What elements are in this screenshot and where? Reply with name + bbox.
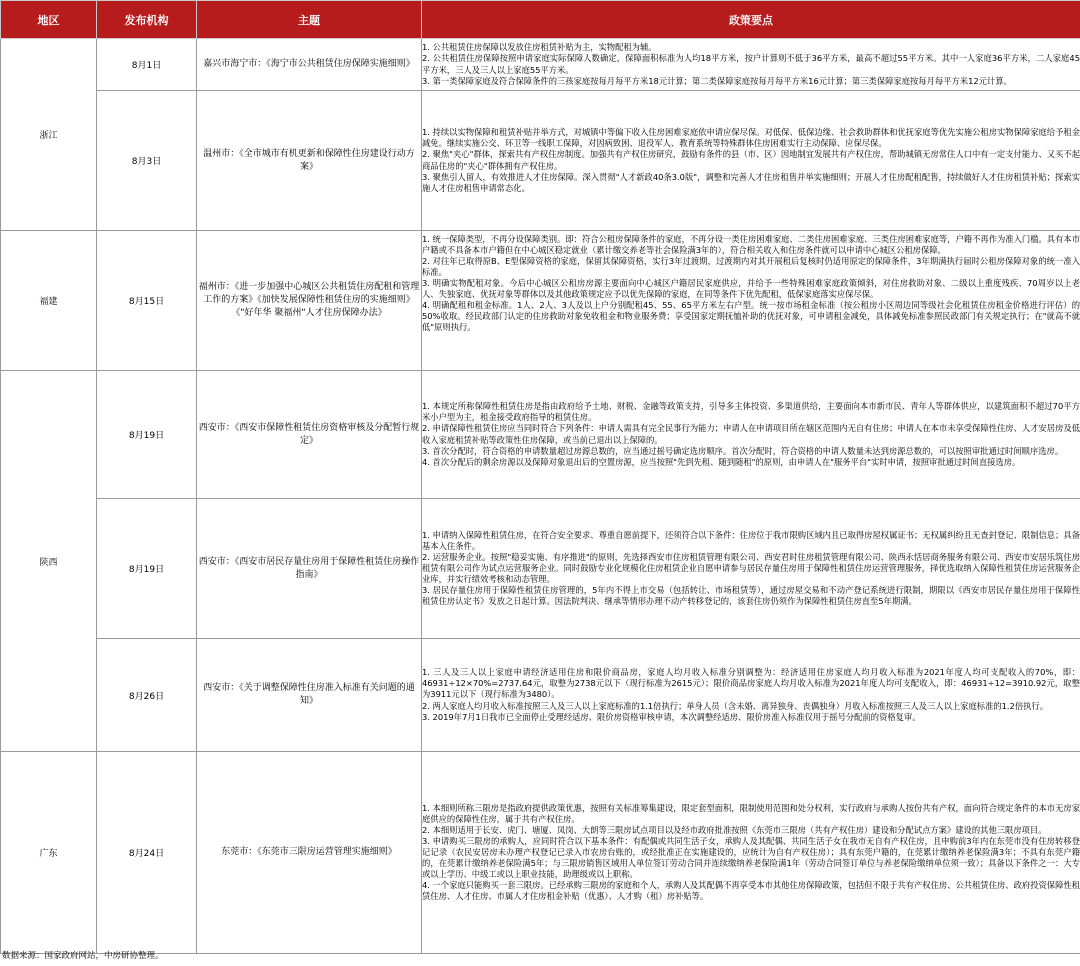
policy-point: 3. 聚焦引人留人，有效推进人才住房保障。深入贯彻"人才新政40条3.0版"，调整和完善人才住房租售并举实施细则；开展人才住房配租配售，持续做好人才住房租赁补贴；探索实施人才住房租售申请常态化。 <box>422 171 1080 193</box>
policy-points-cell <box>422 39 1080 91</box>
policy-point: 3. 居民存量住房用于保障性租赁住房管理的，5年内不得上市交易（包括转让、市场租赁等），通过房屋交易和不动产登记系统进行限制，期限以《西安市居民存量住房用于保障性租赁住房认定书》发放之日起计算。因法院判决、继承等情形办理不动产转移登记的，该套住房仍须作为保障性租赁住房直至5年期满。 <box>422 585 1080 607</box>
policy-point: 4. 明确配租和租金标准。1人、2人、3人及以上户分别配租45、55、65平方米左右户型。统一按市场租金标准（按公租房小区周边同等级社会化租赁住房租金价格进行评估）的50%收取。经民政部门认定的住房救助对象免收租金和物业服务费；享受国家定期抚恤补助的优抚对象，可申请租金减免，具体减免标准参照民政部门有关规定执行；在"就高不就低"原则执行。 <box>422 300 1080 333</box>
policy-point: 2. 两人家庭人均月收入标准按照三人及三人以上家庭标准的1.1倍执行；单身人员（含未婚、离异独身、丧偶独身）月收入标准按照三人及三人以上家庭标准的1.2倍执行。 <box>422 700 1049 711</box>
policy-point: 3. 申请购买三限房的承购人，应同时符合以下基本条件：有配偶或共同生活子女，承购人及其配偶、共同生活子女在我市无自有产权住房，且申购前3年内在东莞市没有住房转移登记记录（农民安居房未办理产权登记已录入市农房台账的，或经批准正在实施建设的，应统计为自有产权住房）；具有东莞户籍的，在莞累计缴纳养老保险满3年；不具有东莞户籍的，在莞累计缴纳养老保险满5年；与三限房销售区域用人单位签订劳动合同并连续缴纳养老保险满1年（劳动合同签订单位与养老保险缴纳单位须一致）；具备以下条件之一：大专或以上学历、中级工或以上职业技能，助理级或以上职称。 <box>422 835 1080 880</box>
policy-points-cell <box>422 499 1080 639</box>
policy-points-cell <box>422 231 1080 371</box>
data-source-note: 数据来源：国家政府网站，中房研协整理。 <box>2 951 164 961</box>
topic-cell: 嘉兴市海宁市：《海宁市公共租赁住房保障实施细则》 <box>197 39 422 91</box>
policy-point: 2. 本细则适用于长安、虎门、塘厦、凤岗、大朗等三限房试点项目以及经市政府批准按照《东莞市三限房（共有产权住房）建设和分配试点方案》建设的其他三限房项目。 <box>422 824 1047 835</box>
date-cell: 8月15日 <box>97 231 197 371</box>
policy-point: 1. 本规定所称保障性租赁住房是指由政府给予土地、财税、金融等政策支持，引导多主体投资、多渠道供给，主要面向本市新市民、青年人等群体供应，以建筑面积不超过70平方米小户型为主，租金接受政府指导的租赁住房。 <box>422 401 1080 423</box>
date-cell: 8月3日 <box>97 91 197 231</box>
header-publisher: 发布机构 <box>97 1 197 39</box>
policy-point: 1. 本细则所称三限房是指政府提供政策优惠，按照有关标准筹集建设，限定套型面积，限制使用范围和处分权利，实行政府与承购人按份共有产权，面向符合规定条件的本市无房家庭供应的保障性住房，属于共有产权住房。 <box>422 802 1080 824</box>
policy-points-cell <box>422 371 1080 499</box>
policy-point: 2. 对往年已取得原B、E型保障资格的家庭，保留其保障资格，实行3年过渡期，过渡期内对其开展租后复核时仍适用原定的保障条件，3年期满执行届时公租房保障对象的统一准入标准。 <box>422 255 1080 277</box>
policy-point: 3. 明确实物配租对象。今后中心城区公租房房源主要面向中心城区户籍居民家庭供应，并给予一些特殊困难家庭政策倾斜，对住房救助对象、二级以上重度残疾、70周岁以上老人、失独家庭、优抚对象等群体以及其他政策规定应予以优先保障的家庭，在同等条件下优先配租，低保家庭落实应保尽保。 <box>422 277 1080 299</box>
table-row <box>1 499 1080 639</box>
region-cell: 福建 <box>1 231 97 371</box>
policy-point: 2. 聚焦"夹心"群体，探索共有产权住房制度。加强共有产权住房研究，鼓励有条件的县（市、区）因地制宜发展共有产权住房，帮助城镇无房常住人口中有一定支付能力、又买不起商品住房的"夹心"群体拥有产权住房。 <box>422 149 1080 171</box>
policy-point: 4. 首次分配后的剩余房源以及保障对象退出后的空置房源，应当按照"先到先租、随到随租"的原则，由申请人在"服务平台"实时申请，按照审批通过时间直接选房。 <box>422 456 1021 467</box>
policy-point: 3. 首次分配时，符合资格的申请数量超过房源总数的，应当通过摇号确定选房顺序。首次分配时，符合资格的申请人数量未达到房源总数的，可以按照审批通过时间顺序选房。 <box>422 445 1064 456</box>
policy-points-cell <box>422 752 1080 954</box>
table-row <box>1 91 1080 231</box>
topic-cell: 西安市：《关于调整保障性住房准入标准有关问题的通知》 <box>197 639 422 752</box>
policy-point: 4. 一个家庭只能购买一套三限房。已经承购三限房的家庭和个人，承购人及其配偶不再享受本市其他住房保障政策，包括但不限于共有产权住房、公共租赁住房、政府投资保障性租赁住房、人才住房、市属人才住房租金补贴（优惠）、人才购（租）房补贴等。 <box>422 880 1080 902</box>
table-row <box>1 371 1080 499</box>
region-cell: 广东 <box>1 752 97 954</box>
header-region: 地区 <box>1 1 97 39</box>
date-cell: 8月19日 <box>97 371 197 499</box>
topic-cell: 西安市：《西安市保障性租赁住房资格审核及分配暂行规定》 <box>197 371 422 499</box>
topic-cell: 福州市：《进一步加强中心城区公共租赁住房配租和管理工作的方案》《加快发展保障性租赁住房的实施细则》《"好年华 聚福州"人才住房保障办法》 <box>197 231 422 371</box>
table-row <box>1 231 1080 371</box>
policy-point: 2. 运营服务企业。按照"稳妥实施、有序推进"的原则，先选择西安市住房租赁管理有限公司、西安君时住房租赁管理有限公司、陕西永恬居商务服务有限公司、西安市安居乐筑住房租赁有限公司作为试点运营服务企业。同时鼓励专业化规模化住房租赁企业自愿申请参与居民存量住房用于保障性租赁住房运营管理服务，择优选取纳入保障性租赁住房运营服务企业库，并实行绩效考核和动态管理。 <box>422 551 1080 585</box>
table-row <box>1 752 1080 954</box>
date-cell: 8月19日 <box>97 499 197 639</box>
policy-point: 1. 申请纳入保障性租赁住房，在符合安全要求、尊重自愿前提下，还须符合以下条件：住房位于我市限购区域内且已取得房屋权属证书；无权属纠纷且无查封登记、限制信息；具备基本入住条件。 <box>422 529 1080 551</box>
policy-point: 1. 三人及三人以上家庭申请经济适用住房和限价商品房，家庭人均月收入标准分别调整为：经济适用住房家庭人均月收入标准为2021年度人均可支配收入的70%，即：46931÷12×70%=2737.64元，取整为2738元以下（现行标准为2615元）；限价商品房家庭人均月收入标准为2021年度人均可支配收入，即：46931÷12=3910.92元，取整为3911元以下（现行标准为3480）。 <box>422 667 1080 700</box>
policy-points-cell <box>422 639 1080 752</box>
header-policy-points: 政策要点 <box>422 1 1080 39</box>
header-topic: 主题 <box>197 1 422 39</box>
table-row <box>1 39 1080 91</box>
table-header-row <box>1 1 1080 39</box>
policy-point: 1. 持续以实物保障和租赁补贴并举方式，对城镇中等偏下收入住房困难家庭依申请应保尽保。对低保、低保边缘、社会救助群体和优抚家庭等优先实施公租房实物保障家庭给予租金减免。继续实施公交、环卫等一线职工保障，对因病致困、退役军人、教育系统等特殊群体住房困难实行主动保障、应保尽保。 <box>422 127 1080 149</box>
policy-point: 2. 公共租赁住房保障按照申请家庭实际保障人数确定，保障面积标准为人均18平方米，按户计算则不低于36平方米，最高不超过55平方米。其中一人家庭36平方米，二人家庭45平方米，三人及三人以上家庭55平方米。 <box>422 53 1080 75</box>
topic-cell: 温州市：《全市城市有机更新和保障性住房建设行动方案》 <box>197 91 422 231</box>
date-cell: 8月26日 <box>97 639 197 752</box>
policy-points-clip <box>422 234 1080 368</box>
policy-point: 1. 公共租赁住房保障以发放住房租赁补贴为主，实物配租为辅。 <box>422 42 657 53</box>
table-row <box>1 639 1080 752</box>
policy-points-cell <box>422 91 1080 231</box>
region-cell: 浙江 <box>1 39 97 231</box>
date-cell: 8月24日 <box>97 752 197 954</box>
policy-point: 3. 2019年7月1日我市已全面停止受理经适房、限价房资格审核申请，本次调整经适房、限价房准入标准仅用于摇号分配前的资格复审。 <box>422 711 921 722</box>
date-cell: 8月1日 <box>97 39 197 91</box>
topic-cell: 西安市：《西安市居民存量住房用于保障性租赁住房操作指南》 <box>197 499 422 639</box>
policy-point: 2. 申请保障性租赁住房应当同时符合下列条件：申请人需具有完全民事行为能力；申请人在申请项目所在辖区范围内无自有住房；申请人在本市未享受保障性住房、人才安居房及低收入家庭租赁补贴等政策性住房保障，或当前已退出以上保障的。 <box>422 423 1080 445</box>
policy-point: 3. 第一类保障家庭及符合保障条件的三孩家庭按每月每平方米18元计算；第二类保障家庭按每月每平方米16元计算；第三类保障家庭按每月每平方米12元计算。 <box>422 75 1012 86</box>
region-cell: 陕西 <box>1 371 97 752</box>
policy-point: 1. 统一保障类型，不再分设保障类别。即：符合公租房保障条件的家庭，不再分设一类住房困难家庭、二类住房困难家庭、三类住房困难家庭等，户籍不再作为准入门槛。具有本市户籍或不具备本市户籍但在中心城区稳定就业（累计缴交养老等社会保险满3年的），符合相关收入和住房条件就可以申请中心城区公租房保障。 <box>422 233 1080 255</box>
topic-cell: 东莞市：《东莞市三限房运营管理实施细则》 <box>197 752 422 954</box>
